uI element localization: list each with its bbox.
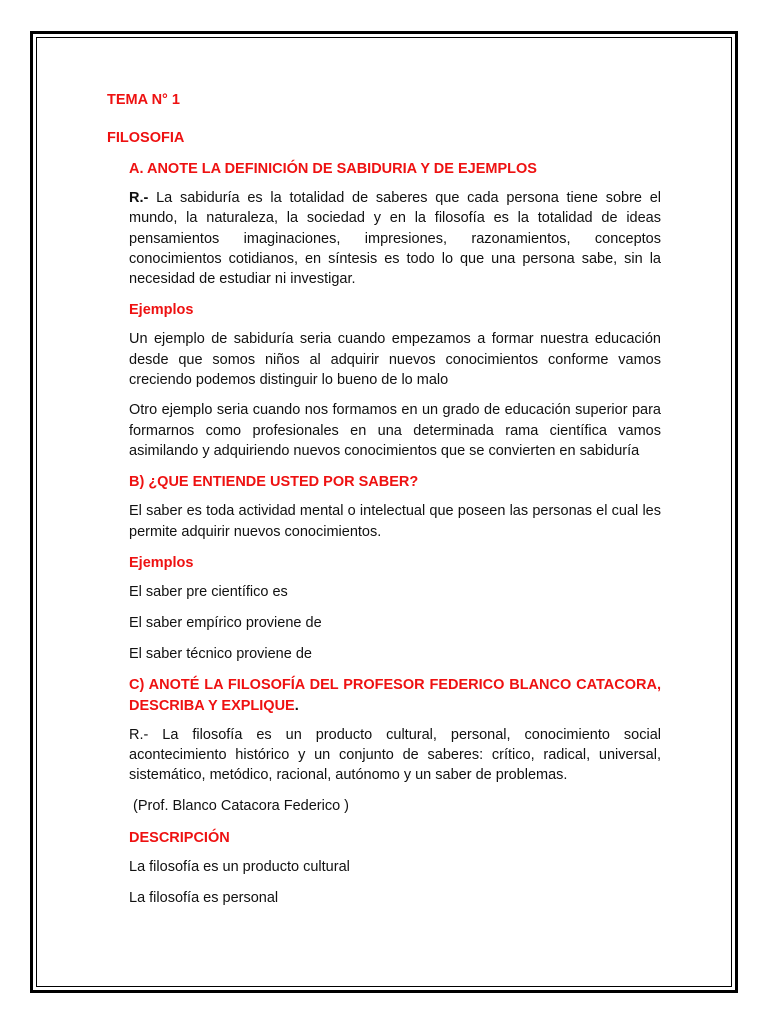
section-b-answer: El saber es toda actividad mental o intelectual que poseen las personas el cual les permite adquirir nuevos conocimientos.: [129, 503, 661, 540]
section-b-heading: B) ¿QUE ENTIENDE USTED POR SABER?: [129, 474, 419, 491]
section-b: [129, 471, 661, 665]
section-c-description-heading: DESCRIPCIÓN: [129, 829, 230, 846]
section-a-answer: [129, 188, 661, 289]
section-a-example-2: Otro ejemplo seria cuando nos formamos en un grado de educación superior para formarnos como profesionales en una determinada rama científica vamos asimilando y adquiriendo nuevos conocimientos que se convierten en sabiduría: [129, 402, 661, 459]
section-c-citation: (Prof. Blanco Catacora Federico ): [129, 797, 350, 814]
section-c-answer: R.- La filosofía es un producto cultural, personal, conocimiento social acontecimiento histórico y un conjunto de saberes: crítico, radical, universal, sistemático, metódico, racional, autónomo y un saber de problemas.: [129, 726, 661, 784]
section-b-example-3: El saber técnico proviene de: [129, 645, 312, 662]
document-title: TEMA N° 1: [107, 92, 180, 108]
section-a: [129, 158, 661, 461]
section-a-answer-text: La sabiduría es la totalidad de saberes que cada persona tiene sobre el mundo, la naturaleza, la sociedad y en la filosofía es la totalidad de ideas pensamientos imaginaciones, impresiones, razonamientos, conceptos conocimientos cotidianos, en síntesis es todo lo que una persona sabe, sin la necesidad de estudiar ni investigar.: [129, 190, 661, 288]
section-b-example-2: El saber empírico proviene de: [129, 614, 322, 631]
section-c-description-item-1: La filosofía es un producto cultural: [129, 858, 350, 875]
section-c: [129, 675, 661, 909]
section-a-heading: A. ANOTE LA DEFINICIÓN DE SABIDURIA Y DE EJEMPLOS: [129, 161, 537, 177]
section-c-description-item-2: La filosofía es personal: [129, 889, 279, 906]
section-a-examples-heading: Ejemplos: [129, 302, 194, 319]
section-b-example-1: El saber pre científico es: [129, 583, 288, 600]
section-b-examples-heading: Ejemplos: [129, 554, 194, 571]
section-c-heading-period: .: [294, 697, 299, 714]
section-c-heading: [129, 675, 661, 717]
document-subject: FILOSOFIA: [107, 130, 185, 146]
section-a-example-1: Un ejemplo de sabiduría seria cuando empezamos a formar nuestra educación desde que somos niños al adquirir nuevos conocimientos conforme vamos creciendo podemos distinguir lo bueno de lo malo: [129, 331, 661, 389]
section-c-heading-text: C) ANOTÉ LA FILOSOFÍA DEL PROFESOR FEDERICO BLANCO CATACORA, DESCRIBA Y EXPLIQUE: [129, 676, 661, 714]
answer-label: R.-: [129, 190, 149, 206]
document-body: [107, 89, 661, 919]
